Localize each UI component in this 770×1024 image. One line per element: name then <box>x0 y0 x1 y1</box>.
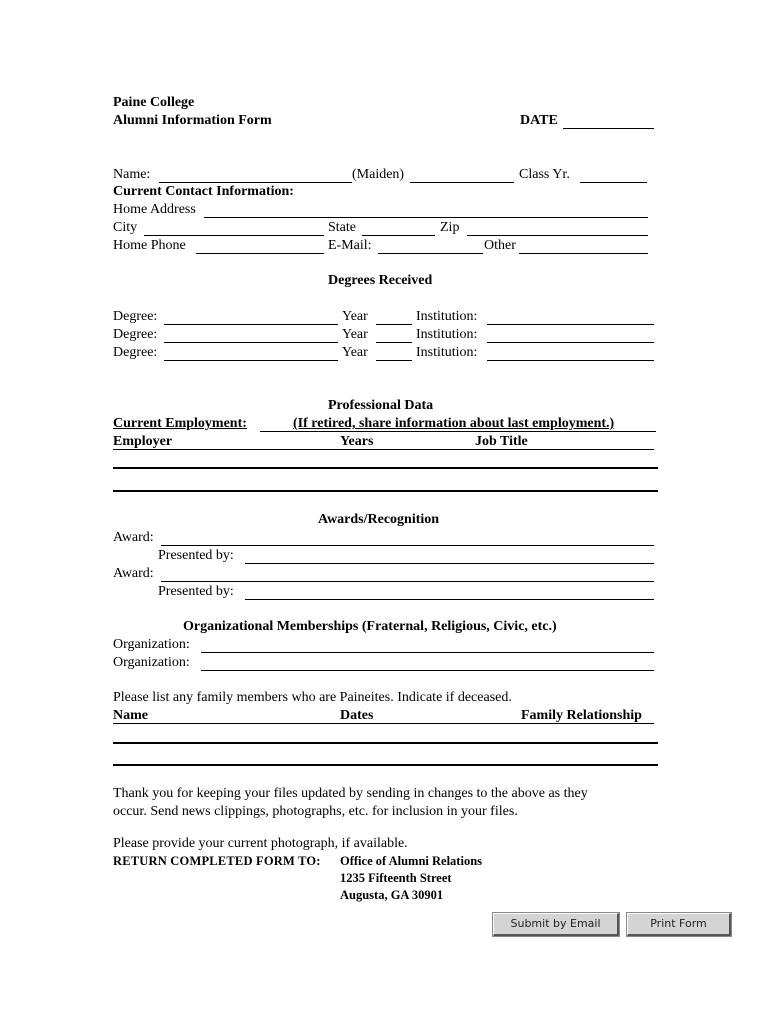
employment-entry-line[interactable] <box>113 467 658 469</box>
retired-note: (If retired, share information about last employment.) <box>293 416 615 431</box>
degrees-title: Degrees Received <box>328 273 433 288</box>
employment-entry-line[interactable] <box>113 490 658 492</box>
organization-field[interactable] <box>201 670 654 671</box>
other-label: Other <box>484 238 516 253</box>
email-label: E-Mail: <box>328 238 372 253</box>
college-name: Paine College <box>113 95 195 110</box>
form-title: Alumni Information Form <box>113 113 272 128</box>
date-field[interactable] <box>563 128 654 129</box>
award-label: Award: <box>113 566 154 581</box>
zip-field[interactable] <box>467 235 648 236</box>
professional-title: Professional Data <box>328 398 434 413</box>
awards-title: Awards/Recognition <box>318 512 440 527</box>
award-field[interactable] <box>161 581 654 582</box>
year-label: Year <box>342 309 368 324</box>
degree-field[interactable] <box>164 324 338 325</box>
return-label: RETURN COMPLETED FORM TO: <box>113 854 321 868</box>
award-field[interactable] <box>161 545 654 546</box>
print-form-button[interactable]: Print Form <box>627 913 731 936</box>
class-year-field[interactable] <box>580 182 647 183</box>
presented-by-field[interactable] <box>245 563 654 564</box>
institution-label: Institution: <box>416 309 478 324</box>
degree-field[interactable] <box>164 342 338 343</box>
contact-section-label: Current Contact Information: <box>113 184 294 199</box>
home-phone-field[interactable] <box>196 253 324 254</box>
employment-columns-underline <box>113 449 654 450</box>
institution-field[interactable] <box>487 324 654 325</box>
award-label: Award: <box>113 530 154 545</box>
employment-header-underline <box>260 431 656 432</box>
state-label: State <box>328 220 356 235</box>
family-name-column-label: Name <box>113 708 148 723</box>
institution-label: Institution: <box>416 327 478 342</box>
name-label: Name: <box>113 167 151 182</box>
email-field[interactable] <box>378 253 483 254</box>
return-address-line3: Augusta, GA 30901 <box>340 888 444 902</box>
return-address-line1: Office of Alumni Relations <box>340 854 483 868</box>
degree-label: Degree: <box>113 345 158 360</box>
class-year-label: Class Yr. <box>519 167 570 182</box>
family-dates-column-label: Dates <box>340 708 374 723</box>
return-address-line2: 1235 Fifteenth Street <box>340 871 452 885</box>
home-address-label: Home Address <box>113 202 196 217</box>
current-employment-label: Current Employment: <box>113 416 247 431</box>
family-columns-underline <box>113 723 654 724</box>
degree-label: Degree: <box>113 327 158 342</box>
employer-column-label: Employer <box>113 434 173 449</box>
institution-field[interactable] <box>487 360 654 361</box>
year-field[interactable] <box>376 324 412 325</box>
organization-label: Organization: <box>113 637 190 652</box>
home-phone-label: Home Phone <box>113 238 186 253</box>
zip-label: Zip <box>440 220 460 235</box>
year-field[interactable] <box>376 342 412 343</box>
city-label: City <box>113 220 138 235</box>
organization-field[interactable] <box>201 652 654 653</box>
institution-field[interactable] <box>487 342 654 343</box>
maiden-label: (Maiden) <box>352 167 405 182</box>
degree-field[interactable] <box>164 360 338 361</box>
home-address-field[interactable] <box>204 217 648 218</box>
year-label: Year <box>342 345 368 360</box>
date-label: DATE <box>520 113 558 128</box>
year-field[interactable] <box>376 360 412 361</box>
year-label: Year <box>342 327 368 342</box>
submit-by-email-button[interactable]: Submit by Email <box>493 913 619 936</box>
presented-by-label: Presented by: <box>158 584 234 599</box>
other-field[interactable] <box>519 253 648 254</box>
family-instruction: Please list any family members who are Paineites. Indicate if deceased. <box>113 690 512 705</box>
family-entry-line[interactable] <box>113 764 658 766</box>
family-entry-line[interactable] <box>113 742 658 744</box>
thanks-text-line2: occur. Send news clippings, photographs, etc. for inclusion in your files. <box>113 804 518 819</box>
presented-by-field[interactable] <box>245 599 654 600</box>
thanks-text-line1: Thank you for keeping your files updated by sending in changes to the above as they <box>113 786 588 801</box>
institution-label: Institution: <box>416 345 478 360</box>
years-column-label: Years <box>340 434 374 449</box>
family-relationship-column-label: Family Relationship <box>521 708 642 723</box>
state-field[interactable] <box>362 235 435 236</box>
city-field[interactable] <box>144 235 324 236</box>
job-title-column-label: Job Title <box>475 434 528 449</box>
presented-by-label: Presented by: <box>158 548 234 563</box>
photo-note: Please provide your current photograph, if available. <box>113 836 408 851</box>
degree-label: Degree: <box>113 309 158 324</box>
organization-label: Organization: <box>113 655 190 670</box>
maiden-field[interactable] <box>410 182 514 183</box>
organizations-title: Organizational Memberships (Fraternal, Religious, Civic, etc.) <box>183 619 557 634</box>
